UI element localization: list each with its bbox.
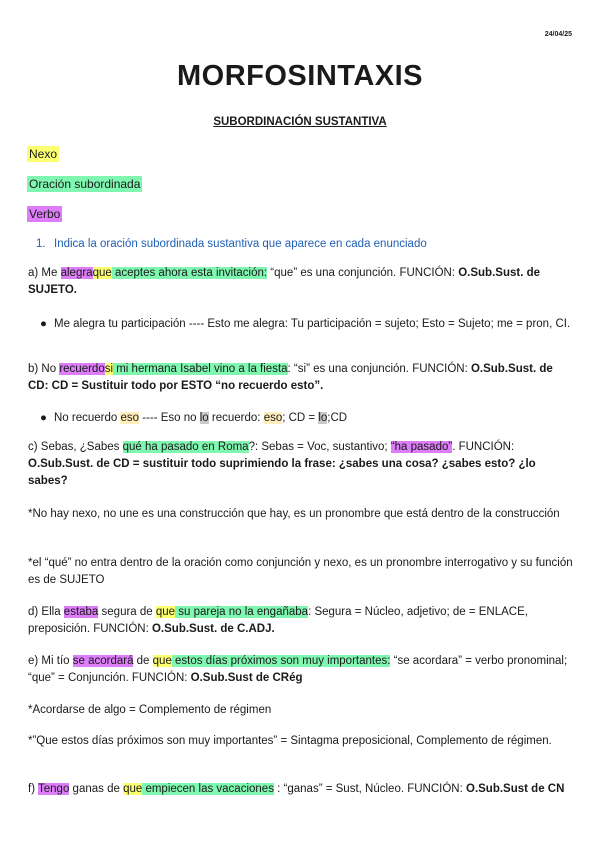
function-label: O.Sub.Sust. de CD: CD = Sustituir todo por ESTO “no recuerdo esto”. — [28, 363, 553, 392]
legend-verbo: Verbo — [29, 207, 61, 221]
text: ; CD = — [282, 412, 319, 424]
question-text: Indica la oración subordinada sustantiva que aparece en cada enunciado — [54, 238, 427, 250]
subordinate-highlight: qué ha pasado en Roma — [122, 441, 249, 453]
legend-nexo: Nexo — [29, 147, 58, 161]
verb-highlight: se acordará — [72, 655, 134, 667]
function-label: O.Sub.Sust. de SUJETO. — [28, 267, 541, 296]
text: a) Me — [28, 267, 61, 279]
text: ---- Eso no — [139, 412, 200, 424]
page-subtitle: SUBORDINACIÓN SUSTANTIVA — [213, 116, 387, 128]
verb-highlight: estaba — [63, 606, 99, 618]
note-4: *”Que estos días próximos son muy importantes” = Sintagma preposicional, Complemento de régimen. — [28, 735, 552, 747]
question-number: 1. — [36, 238, 46, 250]
function-label: O.Sub.Sust de CRég — [190, 672, 303, 684]
verb-highlight: Tengo — [38, 783, 70, 795]
note-1: *No hay nexo, no une es una construcción que hay, es un pronombre que está dentro de la construcción — [28, 508, 560, 520]
text: segura de — [98, 606, 156, 618]
text: “que” es una conjunción. FUNCIÓN: — [267, 267, 459, 279]
note-3: *Acordarse de algo = Complemento de régimen — [28, 704, 272, 716]
text: : “ganas” = Sust, Núcleo. FUNCIÓN: — [273, 783, 466, 795]
subordinate-highlight: su pareja no la engañaba — [175, 606, 309, 618]
subordinate-highlight: estos días próximos son muy importantes: — [171, 655, 391, 667]
text: : Segura = Núcleo, adjetivo; de = ENLACE, preposición. FUNCIÓN: — [28, 606, 528, 635]
item-d — [28, 604, 573, 638]
text: e) Mi tío — [28, 655, 73, 667]
nexo-highlight: que — [92, 267, 112, 279]
legend-oracion-subordinada: Oración subordinada — [29, 177, 141, 191]
bullet-icon: ● — [40, 412, 47, 424]
text: : “si” es una conjunción. FUNCIÓN: — [287, 363, 471, 375]
item-a — [28, 265, 573, 299]
gray-highlight: lo — [199, 412, 209, 424]
item-f — [28, 781, 573, 798]
bullet-text: Me alegra tu participación ---- Esto me alegra: Tu participación = sujeto; Esto = Sujeto; me = pron, CI. — [54, 318, 571, 330]
verb-highlight: “ha pasado” — [390, 441, 453, 453]
text: No recuerdo — [54, 412, 121, 424]
text: d) Ella — [28, 606, 64, 618]
function-label: O.Sub.Sust de CN — [466, 783, 565, 795]
text: . FUNCIÓN: — [452, 441, 515, 453]
gray-highlight: lo — [318, 412, 328, 424]
text: “se acordara” = verbo pronominal; “que” = Conjunción. FUNCIÓN: — [28, 655, 568, 684]
date-label: 24/04/25 — [544, 31, 572, 38]
text: de — [133, 655, 153, 667]
item-b — [28, 361, 573, 395]
question-1 — [36, 238, 427, 250]
subordinate-highlight: aceptes ahora esta invitación: — [111, 267, 268, 279]
item-c — [28, 439, 573, 490]
nexo-highlight: si — [104, 363, 114, 375]
text: recuerdo: — [208, 412, 264, 424]
nexo-highlight: que — [155, 606, 176, 618]
text: b) No — [28, 363, 60, 375]
item-e — [28, 653, 573, 687]
note-2: *el “qué” no entra dentro de la oración como conjunción y nexo, es un pronombre interrogativo y su función es de SUJETO — [28, 557, 573, 586]
verb-highlight: recuerdo — [59, 363, 105, 375]
text: ?: Sebas = Voc, sustantivo; — [248, 441, 391, 453]
text: c) Sebas, ¿Sabes — [28, 441, 123, 453]
function-label: O.Sub.Sust. de C.ADJ. — [151, 623, 275, 635]
subordinate-highlight: empiecen las vacaciones — [142, 783, 274, 795]
bullet-icon: ● — [40, 318, 47, 330]
verb-highlight: alegra — [60, 267, 93, 279]
item-a-bullet — [40, 316, 584, 333]
function-label: O.Sub.Sust. de CD = sustituir todo suprimiendo la frase: ¿sabes una cosa? ¿sabes esto? ¿lo sabes? — [28, 458, 536, 487]
text: ganas de — [69, 783, 124, 795]
text: f) — [28, 783, 39, 795]
orange-highlight: eso — [263, 412, 283, 424]
subordinate-highlight: mi hermana Isabel vino a la fiesta — [113, 363, 288, 375]
nexo-highlight: que — [123, 783, 143, 795]
orange-highlight: eso — [120, 412, 140, 424]
nexo-highlight: que — [152, 655, 172, 667]
page-title: MORFOSINTAXIS — [176, 60, 424, 92]
item-b-bullet — [40, 410, 584, 427]
text: ;CD — [327, 412, 348, 424]
